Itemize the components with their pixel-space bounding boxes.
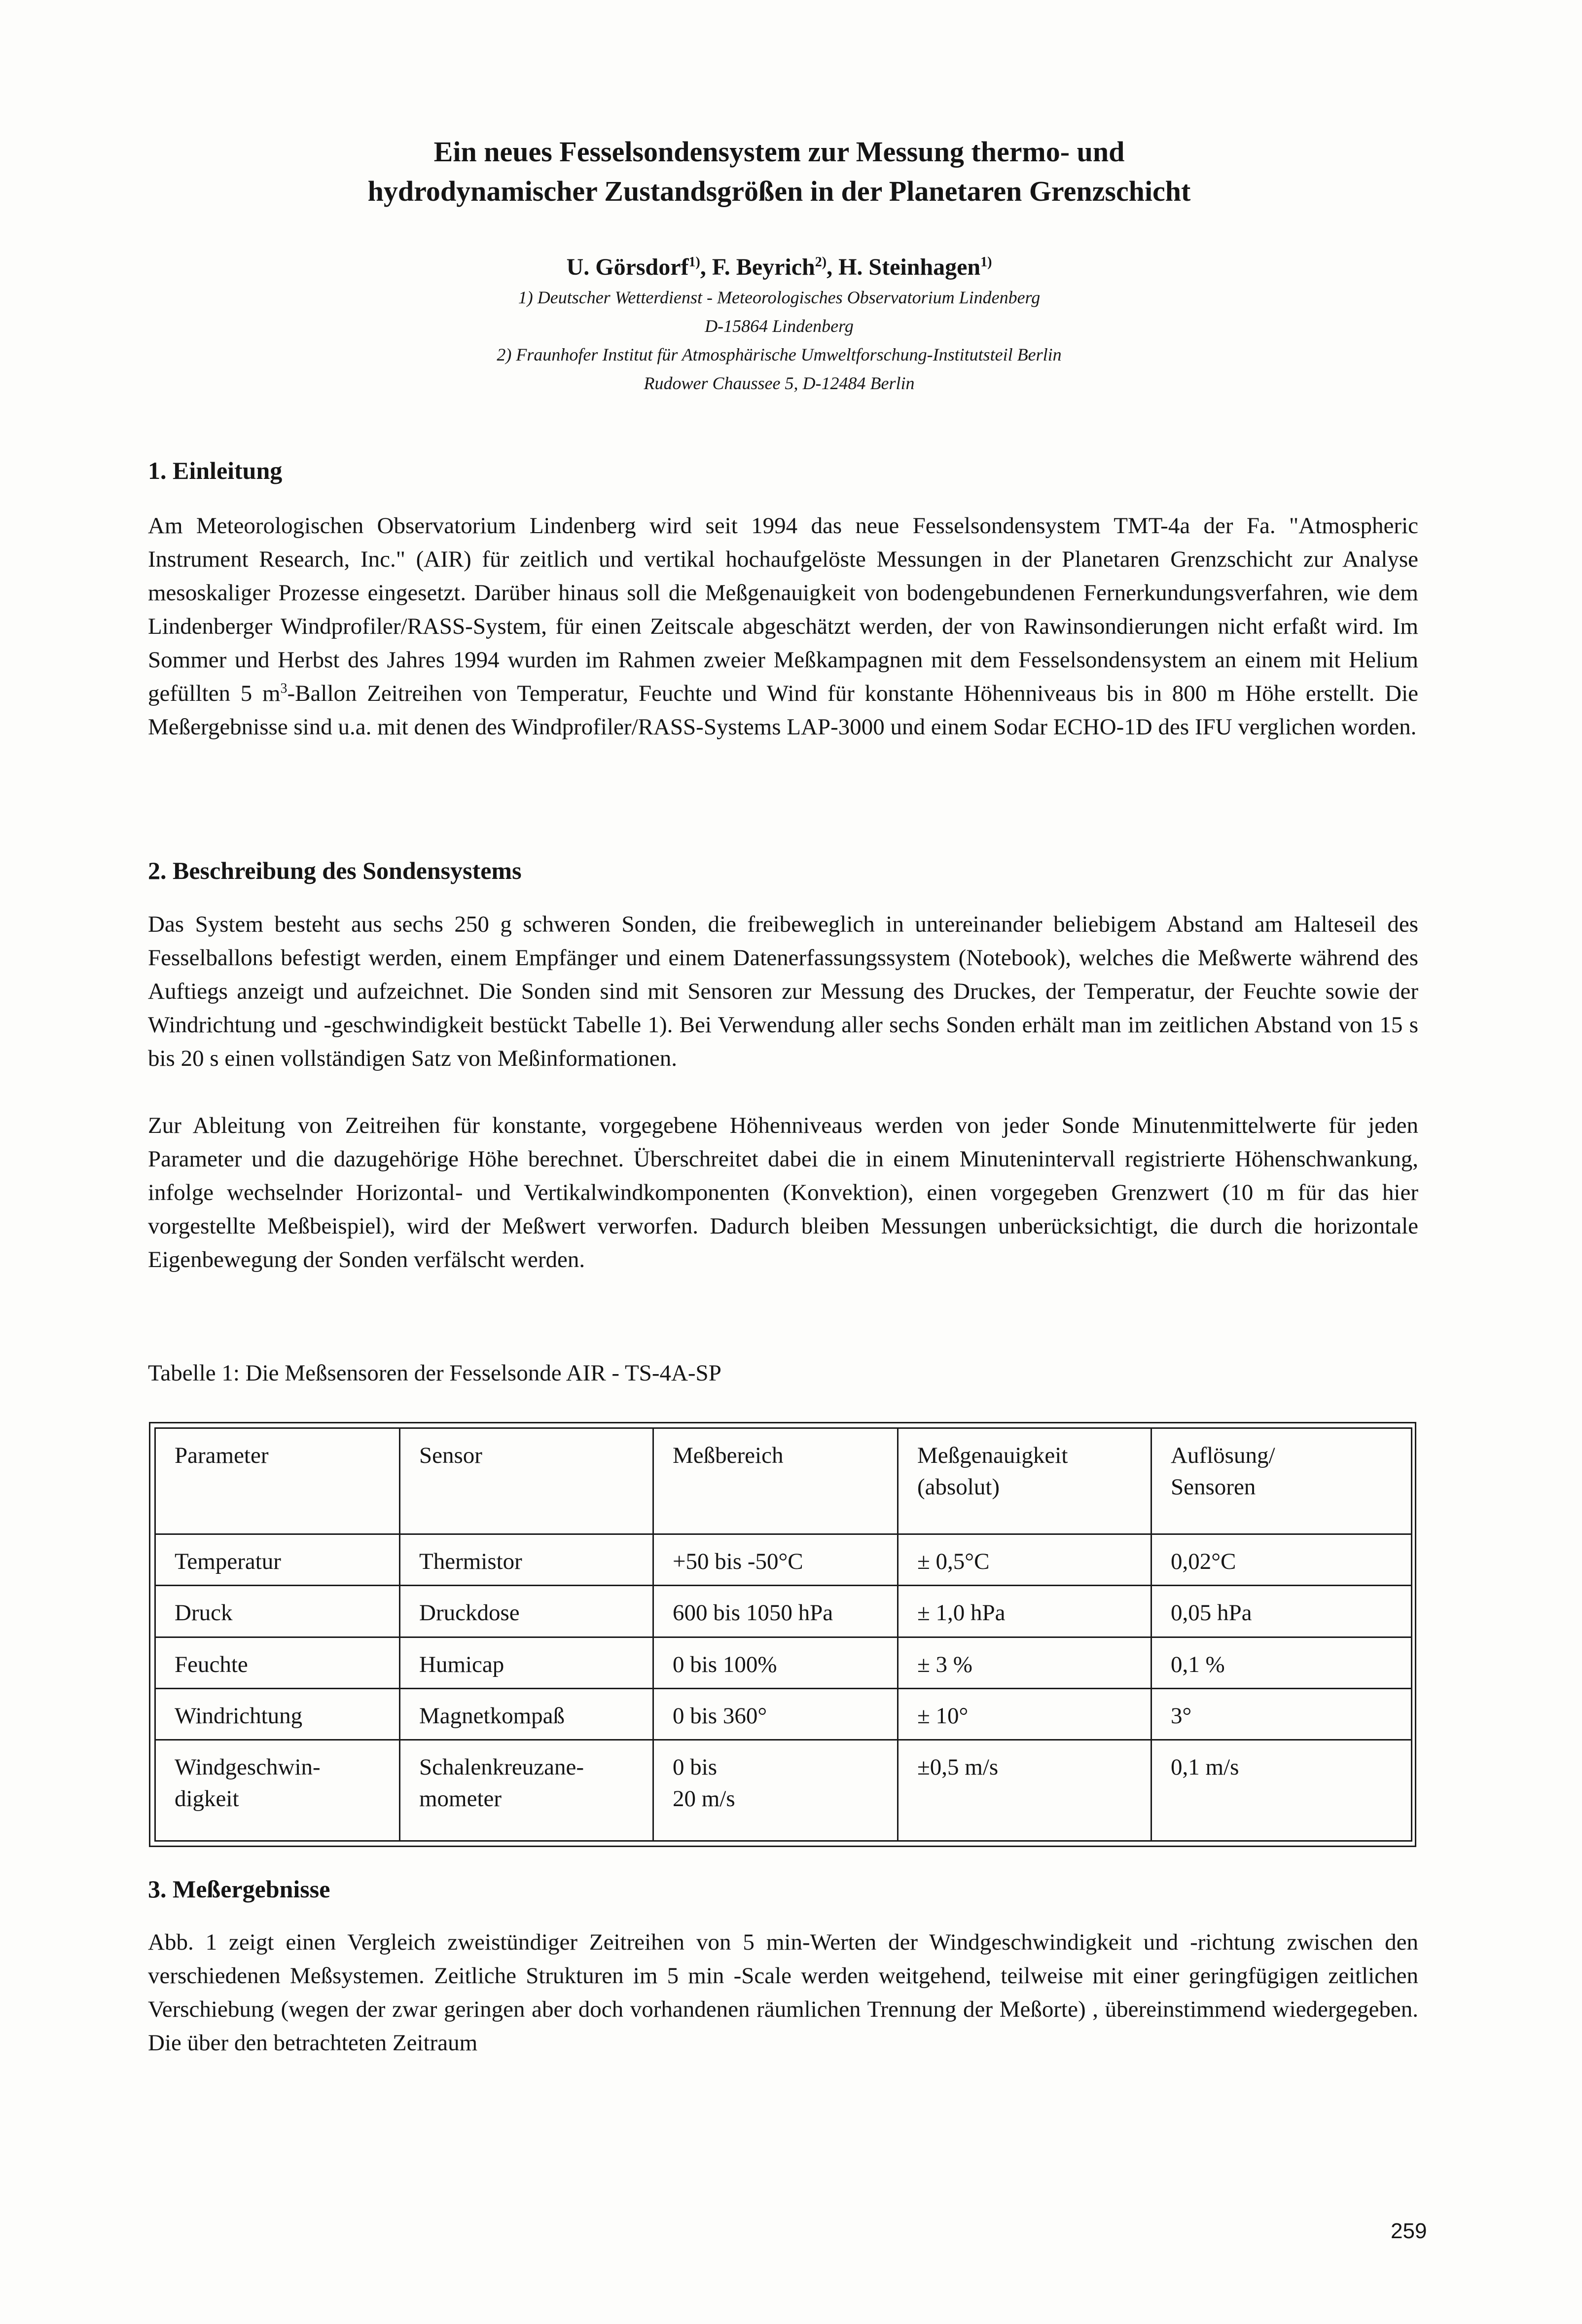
page-number: 259 bbox=[1391, 2219, 1427, 2243]
table-cell: 0,1 m/s bbox=[1151, 1740, 1412, 1841]
table-cell: 0,1 % bbox=[1151, 1637, 1412, 1688]
section-heading-messergebnisse: 3. Meßergebnisse bbox=[148, 1875, 330, 1903]
author-affiliation-mark: 1) bbox=[688, 254, 700, 270]
table-cell: 0 bis 20 m/s bbox=[653, 1740, 898, 1841]
author-separator: , bbox=[700, 254, 712, 280]
table-cell: 0,05 hPa bbox=[1151, 1586, 1412, 1637]
affiliation-line: D-15864 Lindenberg bbox=[705, 316, 854, 336]
table-caption: Tabelle 1: Die Meßsensoren der Fesselsonde AIR - TS-4A-SP bbox=[148, 1360, 721, 1386]
table-cell: Humicap bbox=[400, 1637, 653, 1688]
table-cell: Temperatur bbox=[155, 1534, 400, 1586]
paragraph-sondensystem-1: Das System besteht aus sechs 250 g schweren Sonden, die freibeweglich in untereinander beliebigem Abstand am Halteseil des Fesselballons befestigt werden, einem Empfänger und einem Datenerfassungssystem (Notebook), welches die Meßwerte während des Auftiegs anzeigt und aufzeichnet. Die Sonden sind mit Sensoren zur Messung des Druckes, der Temperatur, der Feuchte sowie der Windrichtung und -geschwindigkeit bestückt Tabelle 1). Bei Verwendung aller sechs Sonden erhält man im zeitlichen Abstand von 15 s bis 20 s einen vollständigen Satz von Meßinformationen. bbox=[148, 911, 1418, 1071]
section-heading-sondensystem: 2. Beschreibung des Sondensystems bbox=[148, 857, 522, 884]
author-affiliation-mark: 2) bbox=[815, 254, 827, 270]
paragraph-sondensystem-2: Zur Ableitung von Zeitreihen für konstante, vorgegebene Höhenniveaus werden von jeder Sonde Minutenmittelwerte für jeden Parameter und die dazugehörige Höhe berechnet. Überschreitet dabei die in einem Minutenintervall registrierte Höhenschwankung, infolge wechselnder Horizontal- und Vertikalwindkomponenten (Konvektion), einen vorgegeben Grenzwert (10 m für das hier vorgestellte Meßbeispiel), wird der Meßwert verworfen. Dadurch bleiben Messungen unberücksichtigt, die durch die horizontale Eigenbewegung der Sonden verfälscht werden. bbox=[148, 1113, 1418, 1272]
table-cell: 0,02°C bbox=[1151, 1534, 1412, 1586]
author-name: H. Steinhagen bbox=[838, 254, 981, 280]
table-cell: Druck bbox=[155, 1586, 400, 1637]
paragraph-messergebnisse: Abb. 1 zeigt einen Vergleich zweistündiger Zeitreihen von 5 min-Werten der Windgeschwindigkeit und -richtung zwischen den verschiedenen Meßsystemen. Zeitliche Strukturen im 5 min -Scale werden weitgehend, teilweise mit einer geringfügigen zeitlichen Verschiebung (wegen der zwar geringen aber doch vorhandenen räumlichen Trennung der Meßorte) , übereinstimmend wiedergegeben. Die über den betrachteten Zeitraum bbox=[148, 1929, 1418, 2056]
affiliation-line: 1) Deutscher Wetterdienst - Meteorologisches Observatorium Lindenberg bbox=[518, 288, 1041, 307]
affiliation-line: Rudower Chaussee 5, D-12484 Berlin bbox=[644, 373, 915, 393]
table-cell: Magnetkompaß bbox=[400, 1688, 653, 1740]
table-cell: Meßbereich bbox=[653, 1428, 898, 1534]
table-cell: Schalenkreuzane- mometer bbox=[400, 1740, 653, 1841]
paper-title bbox=[148, 132, 1410, 211]
sensor-table-body bbox=[155, 1428, 1412, 1841]
table-cell: Feuchte bbox=[155, 1637, 400, 1688]
table-header-row bbox=[155, 1428, 1412, 1534]
author-name: U. Görsdorf bbox=[566, 254, 689, 280]
author-separator: , bbox=[827, 254, 839, 280]
table-cell: ± 0,5°C bbox=[898, 1534, 1151, 1586]
sensor-table bbox=[154, 1427, 1412, 1842]
table-cell: ± 1,0 hPa bbox=[898, 1586, 1151, 1637]
table-cell: Windgeschwin- digkeit bbox=[155, 1740, 400, 1841]
author-name: F. Beyrich bbox=[712, 254, 815, 280]
table-cell: Druckdose bbox=[400, 1586, 653, 1637]
affiliations bbox=[148, 283, 1410, 398]
table-cell: Sensor bbox=[400, 1428, 653, 1534]
table-cell: ±0,5 m/s bbox=[898, 1740, 1151, 1841]
table-cell: ± 3 % bbox=[898, 1637, 1151, 1688]
table-row bbox=[155, 1688, 1412, 1740]
section-heading-einleitung: 1. Einleitung bbox=[148, 457, 283, 484]
table-cell: 0 bis 360° bbox=[653, 1688, 898, 1740]
table-cell: 600 bis 1050 hPa bbox=[653, 1586, 898, 1637]
table-row bbox=[155, 1534, 1412, 1586]
table-cell: Parameter bbox=[155, 1428, 400, 1534]
table-cell: Meßgenauigkeit (absolut) bbox=[898, 1428, 1151, 1534]
table-cell: +50 bis -50°C bbox=[653, 1534, 898, 1586]
table-cell: Auflösung/ Sensoren bbox=[1151, 1428, 1412, 1534]
table-row bbox=[155, 1740, 1412, 1841]
affiliation-line: 2) Fraunhofer Institut für Atmosphärische Umweltforschung-Institutsteil Berlin bbox=[497, 345, 1062, 364]
author-list bbox=[148, 247, 1410, 283]
paragraph-text: Am Meteorologischen Observatorium Lindenberg wird seit 1994 das neue Fesselsondensystem TMT-4a der Fa. "Atmospheric Instrument Research, Inc." (AIR) für zeitlich und vertikal hochaufgelöste Messungen in der Planetaren Grenzschicht zur Analyse mesoskaliger Prozesse eingesetzt. Darüber hinaus soll die Meßgenauigkeit von bodengebundenen Fernerkundungsverfahren, wie dem Lindenberger Windprofiler/RASS-System, für einen Zeitscale abgeschätzt werden, der von Rawinsondierungen nicht erfaßt wird. Im Sommer und Herbst des Jahres 1994 wurden im Rahmen zweier Meßkampagnen mit dem Fesselsondensystem an einem mit Helium gefüllten 5 m bbox=[148, 513, 1418, 706]
table-cell: ± 10° bbox=[898, 1688, 1151, 1740]
table-cell: 3° bbox=[1151, 1688, 1412, 1740]
title-line-2: hydrodynamischer Zustandsgrößen in der Planetaren Grenzschicht bbox=[367, 175, 1191, 207]
sensor-table-frame bbox=[149, 1422, 1416, 1847]
table-cell: Windrichtung bbox=[155, 1688, 400, 1740]
superscript-cubic: 3 bbox=[280, 681, 288, 696]
author-affiliation-mark: 1) bbox=[980, 254, 992, 270]
table-cell: 0 bis 100% bbox=[653, 1637, 898, 1688]
table-row bbox=[155, 1637, 1412, 1688]
paragraph-text: -Ballon Zeitreihen von Temperatur, Feuchte und Wind für konstante Höhenniveaus bis in 800 m Höhe erstellt. Die Meßergebnisse sind u.a. mit denen des Windprofiler/RASS-Systems LAP-3000 und einem Sodar ECHO-1D des IFU verglichen worden. bbox=[148, 681, 1418, 740]
paragraph-einleitung bbox=[148, 509, 1418, 744]
table-cell: Thermistor bbox=[400, 1534, 653, 1586]
table-row bbox=[155, 1586, 1412, 1637]
title-line-1: Ein neues Fesselsondensystem zur Messung thermo- und bbox=[433, 136, 1125, 168]
